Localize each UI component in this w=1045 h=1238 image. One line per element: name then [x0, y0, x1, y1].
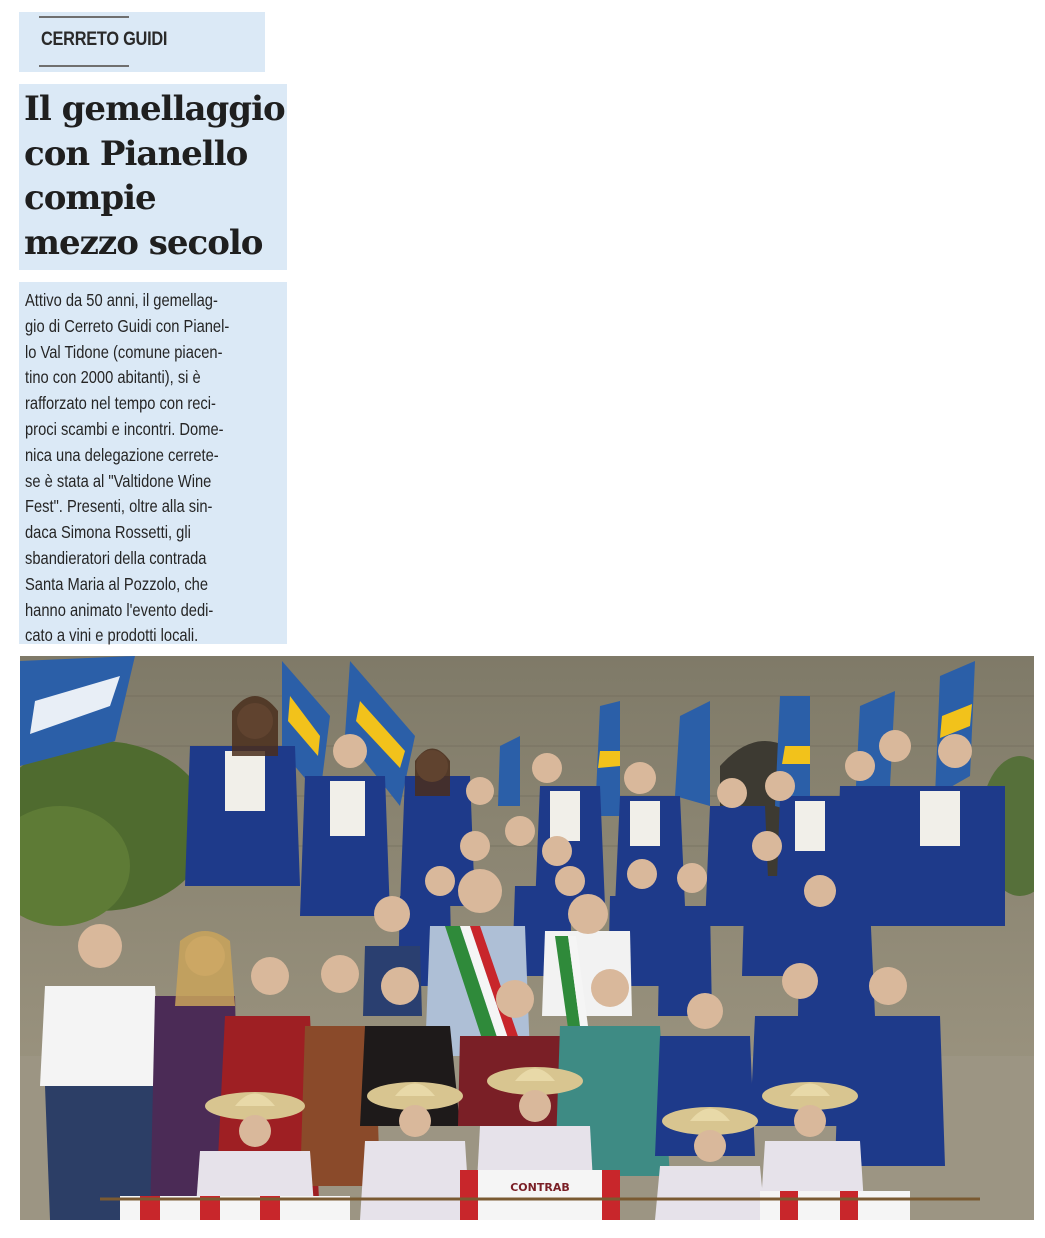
body-line: hanno animato l'evento dedi-	[25, 599, 214, 620]
headline-panel	[19, 84, 287, 270]
body-line: rafforzato nel tempo con reci-	[25, 393, 216, 414]
body-line: nica una delegazione cerrete-	[25, 444, 219, 465]
body-line: Attivo da 50 anni, il gemellag-	[25, 290, 218, 310]
headline-line: mezzo secolo	[24, 222, 263, 263]
article-body	[25, 288, 283, 649]
body-line: se è stata al "Valtidone Wine	[25, 470, 212, 491]
body-line: lo Val Tidone (comune piacen-	[25, 341, 223, 362]
kicker-label: CERRETO GUIDI	[41, 29, 168, 50]
body-line: Fest". Presenti, oltre alla sin-	[25, 496, 213, 517]
kicker-rule-bottom	[39, 65, 129, 67]
body-panel	[19, 282, 287, 644]
kicker-rule-top	[39, 16, 129, 18]
flag	[598, 751, 620, 768]
flag	[782, 746, 810, 764]
headline-line: Il gemellaggio	[24, 89, 285, 129]
body-line: gio di Cerreto Guidi con Pianel-	[25, 315, 230, 336]
banner-center	[460, 1170, 620, 1220]
section-kicker	[19, 12, 265, 72]
body-line: Santa Maria al Pozzolo, che	[25, 573, 209, 594]
banner-text: CONTRAB	[510, 1181, 570, 1194]
body-line: tino con 2000 abitanti), si è	[25, 367, 201, 388]
article-headline	[24, 87, 286, 265]
flag	[498, 736, 520, 806]
headline-line: con Pianello	[24, 133, 248, 174]
body-line: proci scambi e incontri. Dome-	[25, 418, 224, 439]
mayor-head	[458, 869, 502, 913]
flag	[675, 701, 710, 806]
group-photo-illustration	[20, 656, 1034, 1220]
group-photo	[20, 656, 1034, 1220]
body-line: daca Simona Rossetti, gli	[25, 522, 191, 543]
body-line: cato a vini e prodotti locali.	[25, 625, 199, 646]
body-line: sbandieratori della contrada	[25, 547, 207, 568]
man-white-polo	[40, 986, 160, 1086]
headline-line: compie	[24, 178, 156, 218]
